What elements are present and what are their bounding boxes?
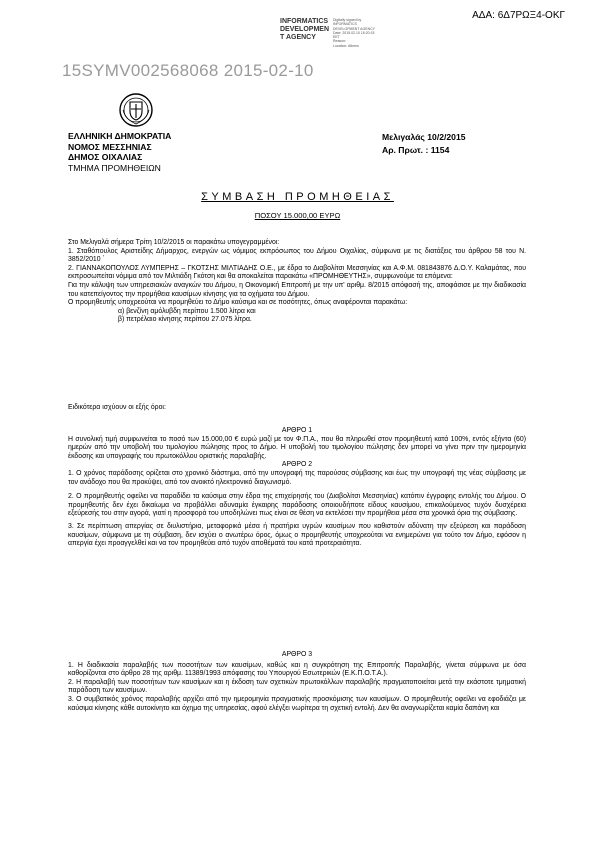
intro-paragraph: Για την κάλυψη των υπηρεσιακών αναγκών του Δήμου, η Οικονομική Επιτροπή με την υπ' αριθμ. 8/2015 απόφασή της, αποφάσισε με την διαδικασία του κατεπείγοντος την προμήθεια καυσίμων κίνησης για τα οχήματα του Δήμου. — [68, 281, 526, 298]
contract-intro — [68, 239, 526, 325]
protocol-number: 15SYMV002568068 2015-02-10 — [62, 61, 314, 80]
article-paragraph: 1. Ο χρόνος παράδοσης ορίζεται στο χρονικό διάστημα, από την υπογραφή της παρούσας σύμβασης και έως την υπογραφή της νέας σύμβασης με τον ανάδοχο που θα προκύψει, από τον ανοικτό ηλεκτρονικό διαγωνισμό. — [68, 469, 526, 486]
fuel-item: β) πετρέλαιο κίνησης περίπου 27.075 λίτρα. — [118, 316, 252, 324]
article-paragraph: 3. Σε περίπτωση απεργίας σε διυλιστήρια, μεταφορικά μέσα ή πρατήρια υγρών καυσίμων που καθιστούν αδύνατη την εξεύρεση και παράδοση καυσίμων, σύμφωνα με τη σύμβαση, δεν ισχύει ο ανωτέρω όρος, όμως ο προμηθευτής υποχρεούται να ενημερώνει για τούτο τον Δήμο, εφόσον η απεργία έχει προαγγελθεί και να τον προμηθεύει από τυχόν αποθέματά του κατά προτεραιότητα. — [68, 522, 526, 548]
issuer-department: ΤΜΗΜΑ ΠΡΟΜΗΘΕΙΩΝ — [68, 163, 161, 174]
issuer-prefecture: ΝΟΜΟΣ ΜΕΣΣΗΝΙΑΣ — [68, 141, 152, 152]
digital-signature-stamp — [280, 18, 375, 48]
article-heading: ΑΡΘΡΟ 2 — [281, 461, 313, 469]
article-3 — [68, 651, 526, 713]
hellenic-republic-seal-icon — [118, 92, 154, 128]
document-date: Μελιγαλάς 10/2/2015 — [382, 132, 466, 142]
stamp-agency-name: INFORMATICS DEVELOPMEN T AGENCY — [280, 18, 330, 41]
issuer-block — [68, 131, 171, 174]
article-paragraph: 2. Η παραλαβή των ποσοτήτων των καυσίμων και η έκδοση των σχετικών πρωτοκόλλων παραλαβής πραγματοποιείται μετά την εκάστοτε τμηματική παράδοση των καυσίμων. — [68, 678, 526, 695]
article-paragraph: 2. Ο προμηθευτής οφείλει να παραδίδει τα καύσιμα στην έδρα της επιχείρησής του (Διαβολίτσι Μεσσηνίας) κατόπιν έγγραφης εντολής του Δήμου. Ο προμηθευτής δεν έχει δικαίωμα να προβάλλει αδυναμία έγκαιρης παράδοσης οποιουδήποτε είδους καυσίμου, επικαλούμενος τυχόν δυσχέρεια εξεύρεσής του στην αγορά, γιατί η προσφορά του υποδηλώνει πως είναι σε θέση να εκτελέσει την προμήθεια μέσα στα χρονικά όρια της σύμβασης. — [68, 493, 526, 518]
article-heading: ΑΡΘΡΟ 3 — [281, 651, 313, 658]
stamp-signature-details: Digitally signed by INFORMATICS DEVELOPMENT AGENCY Date: 2015.02.10 15:20:15 EET Reason: Location: Athens — [333, 18, 375, 48]
document-title: ΣΥΜΒΑΣΗ ΠΡΟΜΗΘΕΙΑΣ — [201, 191, 394, 203]
date-and-protocol-block — [382, 131, 466, 157]
protocol-reference: Αρ. Πρωτ. : 1154 — [382, 145, 450, 155]
issuer-municipality: ΔΗΜΟΣ ΟΙΧΑΛΙΑΣ — [68, 152, 143, 163]
issuer-state: ΕΛΛΗΝΙΚΗ ΔΗΜΟΚΡΑΤΙΑ — [68, 131, 172, 141]
article-heading: ΑΡΘΡΟ 1 — [281, 427, 313, 434]
intro-paragraph: 1. Σταθόπουλος Αριστείδης Δήμαρχος, ενεργών ως νόμιμος εκπρόσωπος του Δήμου Οιχαλίας, σύμφωνα με τις διατάξεις του άρθρου 58 του Ν. 3852/2010 ΄ — [68, 247, 526, 264]
ada-code: ΑΔΑ: 6Δ7ΡΩΞ4-ΟΚΓ — [472, 10, 565, 21]
article-paragraph: 1. Η διαδικασία παραλαβής των ποσοτήτων των καυσίμων, καθώς και η συγκρότηση της Επιτροπής Παραλαβής, γίνεται σύμφωνα με όσα καθορίζονται στο άρθρο 28 της αριθμ. 11389/1993 απόφασης του Υπουργού Εσωτερικών (Ε.Κ.Π.Ο.Τ.Α.). — [68, 661, 526, 678]
article-1 — [68, 427, 526, 549]
article-paragraph: 3. Ο συμβατικός χρόνος παραλαβής αρχίζει από την ημερομηνία πραγματικής προσκόμισης των καυσίμων. Ο προμηθευτής οφείλει να εφοδιάζει με καύσιμα κίνησης κάθε αυτοκίνητο και όχημα της υπηρεσίας, αφού ελέγξει νωρίτερα τη σχετική εντολή. Δεν θα αναγνωρίζεται καμία δαπάνη και — [68, 695, 526, 712]
article-paragraph: Η συνολική τιμή συμφωνείται το ποσό των 15.000,00 € ευρώ μαζί με τον Φ.Π.Α., που θα πληρωθεί στον προμηθευτή κατά 100%, εντός εξήντα (60) ημερών από την υποβολή του τιμολογίου πώλησης προς το Δήμο. Η υποβολή του τιμολογίου πώλησης δεν μπορεί να γίνει πριν την ημερομηνία έκδοσης και υπογραφής του πρωτοκόλλου οριστικής παραλαβής. — [68, 435, 526, 460]
terms-intro: Ειδικότερα ισχύουν οι εξής όροι: — [68, 404, 166, 411]
contract-amount: ΠΟΣΟΥ 15.000,00 ΕΥΡΩ — [254, 211, 341, 220]
intro-paragraph: Στο Μελιγαλά σήμερα Τρίτη 10/2/2015 οι παρακάτω υπογεγραμμένοι: — [68, 239, 280, 246]
fuel-item: α) βενζίνη αμόλυβδη περίπου 1.500 λίτρα και — [118, 307, 256, 315]
intro-paragraph: Ο προμηθευτής υποχρεούται να προμηθεύει το Δήμο καύσιμα και σε ποσότητες, όπως αναφέρονται παρακάτω: — [68, 299, 408, 307]
intro-paragraph: 2. ΓΙΑΝΝΑΚΟΠΟΥΛΟΣ ΛΥΜΠΕΡΗΣ – ΓΚΟΤΣΗΣ ΜΙΛΤΙΑΔΗΣ Ο.Ε., με έδρα το Διαβολίτσι Μεσσηνίας και Α.Φ.Μ. 081843876 Δ.Ο.Υ. Καλαμάτας, που εκπροσωπείται νόμιμα από τον Μιλτιάδη Γκότση και θα αποκαλείται παρακάτω «ΠΡΟΜΗΘΕΥΤΗΣ», συμφωνούμε τα επόμενα: — [68, 264, 526, 281]
